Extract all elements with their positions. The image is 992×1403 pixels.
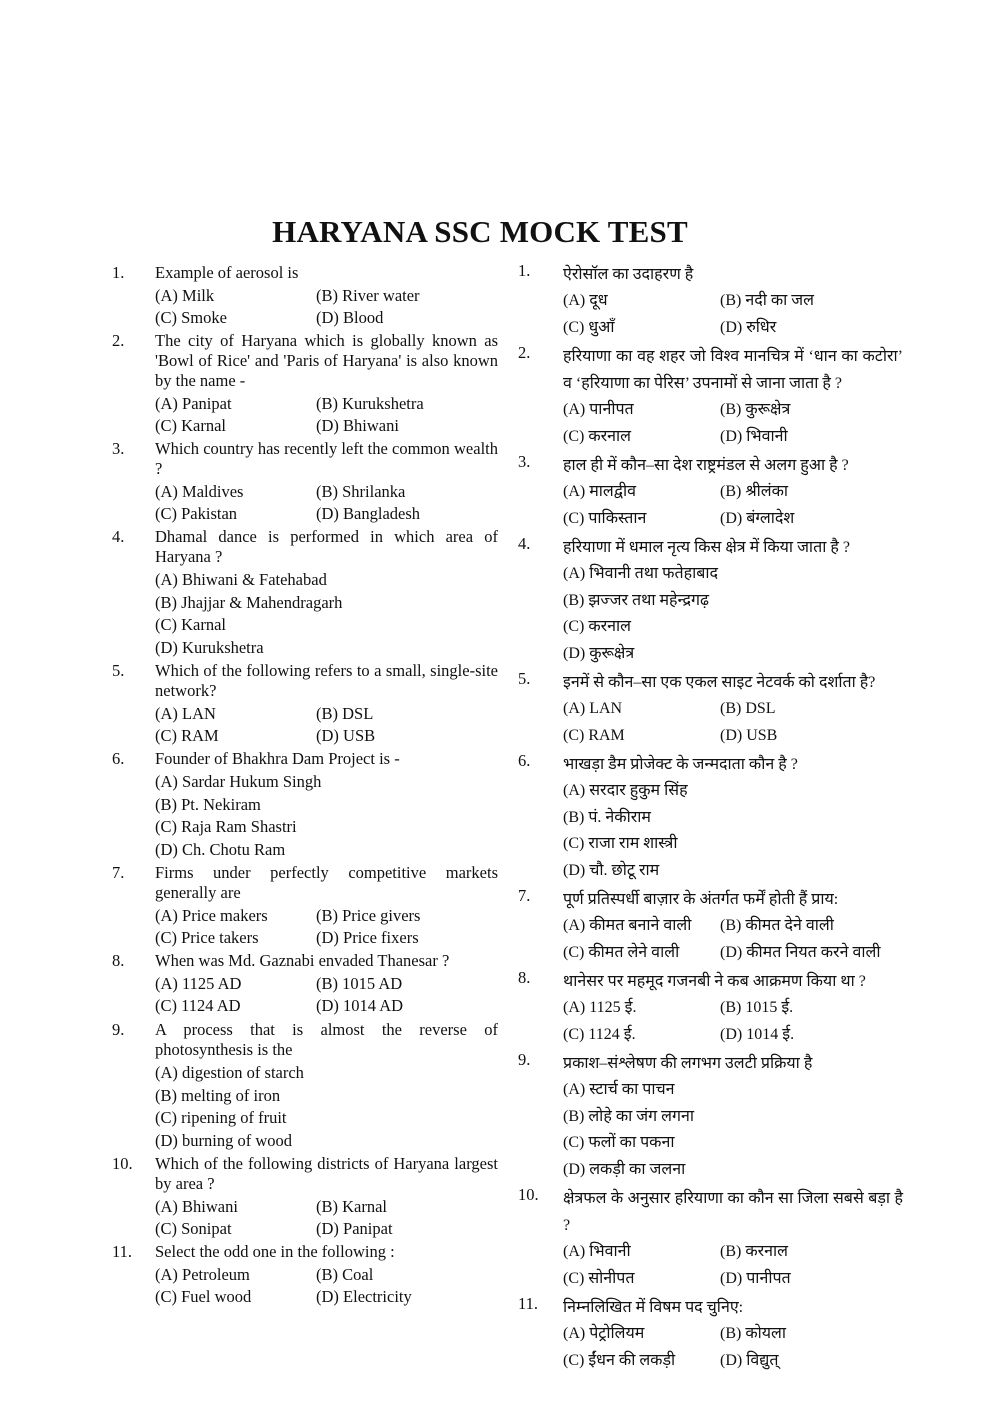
hindi-question (518, 261, 920, 341)
english-question (112, 661, 498, 747)
english-question (112, 527, 498, 659)
answer-option: (A) मालद्वीव (563, 483, 637, 500)
question-number: 7. (518, 886, 531, 905)
answer-option: (C) RAM (563, 726, 625, 744)
answer-options (155, 569, 498, 659)
question-text: हरियाणा में धमाल नृत्य किस क्षेत्र में किया जाता है ? (563, 539, 850, 556)
question-number: 1. (112, 263, 125, 282)
hindi-question (518, 669, 920, 749)
answer-option: (D) बंग्लादेश (720, 509, 795, 527)
answer-option: (B) झज्जर तथा महेन्द्रगढ़ (563, 591, 710, 609)
answer-option: (B) लोहे का जंग लगना (563, 1107, 695, 1125)
answer-option: (A) Bhiwani & Fatehabad (155, 570, 327, 589)
answer-option: (B) श्रीलंका (720, 483, 789, 500)
answer-option: (B) 1015 ई. (720, 999, 794, 1016)
answer-option: (A) Sardar Hukum Singh (155, 772, 322, 791)
answer-option: (C) ripening of fruit (155, 1108, 287, 1127)
answer-option: (B) Jhajjar & Mahendragarh (155, 592, 343, 612)
answer-option: (A) Maldives (155, 482, 244, 501)
answer-option: (B) नदी का जल (720, 292, 815, 309)
answer-option: (D) Ch. Chotu Ram (155, 839, 286, 859)
answer-options (563, 561, 903, 667)
english-question (112, 863, 498, 949)
english-question (112, 263, 498, 329)
question-text: Example of aerosol is (155, 263, 299, 282)
answer-option: (A) Price makers (155, 906, 268, 925)
question-text: हाल ही में कौन–सा देश राष्ट्रमंडल से अलग हुआ है ? (563, 457, 849, 474)
question-text: Firms under perfectly competitive markets generally are (155, 863, 498, 902)
question-text: Dhamal dance is performed in which area of Haryana ? (155, 527, 498, 566)
answer-option: (B) DSL (316, 704, 374, 723)
answer-option: (A) भिवानी (563, 1243, 631, 1260)
answer-option: (D) USB (316, 726, 376, 745)
answer-option: (D) चौ. छोटू राम (563, 861, 660, 879)
question-text: The city of Haryana which is globally known as 'Bowl of Rice' and 'Paris of Haryana' is also known by the name - (155, 331, 498, 390)
question-text: Select the odd one in the following : (155, 1242, 395, 1261)
answer-option: (C) करनाल (563, 427, 632, 445)
answer-option: (C) करनाल (563, 618, 632, 635)
answer-option: (A) भिवानी तथा फतेहाबाद (563, 565, 719, 582)
question-number: 5. (518, 669, 531, 688)
answer-option: (C) Price takers (155, 928, 259, 947)
hindi-question (518, 343, 920, 450)
english-question (112, 1154, 498, 1240)
answer-options (563, 1239, 920, 1292)
answer-options (563, 397, 920, 450)
answer-option: (D) Electricity (316, 1287, 412, 1306)
answer-option: (C) Raja Ram Shastri (155, 817, 297, 836)
question-text: Founder of Bhakhra Dam Project is - (155, 749, 400, 768)
answer-options (155, 905, 498, 949)
answer-option: (C) 1124 AD (155, 996, 241, 1015)
question-text: Which of the following refers to a small, single-site network? (155, 661, 498, 700)
answer-option: (B) melting of iron (155, 1085, 281, 1105)
answer-option: (B) कोयला (720, 1325, 787, 1342)
answer-option: (D) लकड़ी का जलना (563, 1160, 686, 1178)
answer-options (563, 995, 920, 1048)
question-text: प्रकाश–संश्लेषण की लगभग उलटी प्रक्रिया है (563, 1055, 813, 1072)
answer-option: (D) Panipat (316, 1219, 393, 1238)
answer-option: (A) सरदार हुकुम सिंह (563, 782, 688, 799)
question-text: क्षेत्रफल के अनुसार हरियाणा का कौन सा जिला सबसे बड़ा है ? (563, 1190, 903, 1234)
answer-option: (B) करनाल (720, 1243, 789, 1260)
answer-option: (B) कीमत देने वाली (720, 917, 834, 934)
answer-option: (C) पाकिस्तान (563, 509, 647, 527)
answer-option: (C) Karnal (155, 615, 227, 634)
answer-option: (C) फलों का पकना (563, 1134, 675, 1151)
answer-option: (C) Karnal (155, 416, 227, 435)
answer-option: (D) 1014 AD (316, 996, 404, 1015)
answer-option: (D) भिवानी (720, 427, 788, 445)
page-title: HARYANA SSC MOCK TEST (272, 214, 688, 249)
answer-options (155, 285, 498, 329)
hindi-question (518, 534, 903, 667)
answer-option: (B) Shrilanka (316, 482, 406, 501)
answer-option: (A) digestion of starch (155, 1063, 304, 1082)
answer-option: (B) DSL (720, 700, 776, 717)
answer-option: (B) Pt. Nekiram (155, 794, 261, 814)
question-number: 1. (518, 261, 531, 280)
english-question (112, 1020, 498, 1152)
question-number: 11. (112, 1242, 133, 1261)
answer-option: (C) राजा राम शास्त्री (563, 835, 678, 852)
answer-option: (D) 1014 ई. (720, 1025, 795, 1043)
answer-option: (A) Petroleum (155, 1265, 250, 1284)
answer-options (155, 1196, 498, 1240)
answer-option: (C) धुआँ (563, 318, 615, 336)
answer-option: (C) ईंधन की लकड़ी (563, 1351, 676, 1369)
english-question (112, 1242, 498, 1308)
question-number: 4. (518, 534, 531, 553)
answer-options (563, 1077, 903, 1183)
answer-option: (C) कीमत लेने वाली (563, 943, 680, 961)
answer-option: (B) Kurukshetra (316, 394, 424, 413)
answer-option: (A) दूध (563, 292, 608, 309)
answer-option: (C) Sonipat (155, 1219, 232, 1238)
answer-options (563, 1321, 920, 1374)
question-number: 7. (112, 863, 125, 882)
english-question (112, 951, 498, 1017)
answer-options (155, 393, 498, 437)
answer-option: (D) रुधिर (720, 318, 777, 336)
answer-option: (A) LAN (155, 704, 216, 723)
question-number: 11. (518, 1294, 539, 1313)
question-text: A process that is almost the reverse of photosynthesis is the (155, 1020, 498, 1059)
english-question (112, 439, 498, 525)
answer-option: (A) Panipat (155, 394, 232, 413)
answer-option: (A) 1125 ई. (563, 999, 637, 1016)
answer-option: (A) Bhiwani (155, 1197, 238, 1216)
answer-options (155, 1062, 498, 1152)
answer-option: (D) Bangladesh (316, 504, 421, 523)
answer-option: (C) 1124 ई. (563, 1025, 636, 1043)
answer-option: (D) कुरूक्षेत्र (563, 644, 635, 662)
question-number: 6. (518, 751, 531, 770)
answer-option: (B) River water (316, 286, 420, 305)
question-number: 4. (112, 527, 125, 546)
answer-option: (A) LAN (563, 700, 623, 717)
answer-option: (B) Karnal (316, 1197, 388, 1216)
question-text: Which country has recently left the common wealth ? (155, 439, 498, 478)
answer-option: (A) स्टार्च का पाचन (563, 1081, 675, 1098)
answer-option: (D) Kurukshetra (155, 637, 264, 657)
english-question (112, 331, 498, 437)
hindi-question (518, 968, 920, 1048)
question-number: 6. (112, 749, 125, 768)
answer-options (563, 288, 920, 341)
question-text: पूर्ण प्रतिस्पर्धी बाज़ार के अंतर्गत फर्में होती हैं प्राय: (563, 891, 839, 908)
answer-option: (A) 1125 AD (155, 974, 242, 993)
answer-option: (D) कीमत नियत करने वाली (720, 943, 881, 961)
answer-option: (C) Fuel wood (155, 1287, 252, 1306)
answer-options (155, 481, 498, 525)
answer-option: (D) USB (720, 726, 778, 744)
answer-option: (C) Smoke (155, 308, 227, 327)
answer-option: (A) पानीपत (563, 401, 634, 418)
question-text: थानेसर पर महमूद गजनबी ने कब आक्रमण किया था ? (563, 973, 866, 990)
question-text: Which of the following districts of Haryana largest by area ? (155, 1154, 498, 1193)
answer-option: (B) Price givers (316, 906, 421, 925)
answer-options (563, 778, 903, 884)
hindi-question (518, 1294, 920, 1374)
answer-options (155, 973, 498, 1017)
answer-option: (D) Bhiwani (316, 416, 399, 435)
answer-option: (B) पं. नेकीराम (563, 808, 651, 826)
question-text: When was Md. Gaznabi envaded Thanesar ? (155, 951, 450, 970)
answer-option: (B) Coal (316, 1265, 374, 1284)
hindi-question (518, 1185, 920, 1292)
answer-option: (A) Milk (155, 286, 215, 305)
question-text: ऐरोसॉल का उदाहरण है (563, 266, 694, 283)
answer-option: (C) RAM (155, 726, 219, 745)
answer-option: (A) कीमत बनाने वाली (563, 917, 692, 934)
answer-option: (C) Pakistan (155, 504, 238, 523)
question-number: 8. (112, 951, 125, 970)
question-number: 10. (112, 1154, 133, 1173)
hindi-question (518, 1050, 903, 1183)
hindi-question (518, 751, 903, 884)
question-text: हरियाणा का वह शहर जो विश्व मानचित्र में ‘धान का कटोरा’ व ‘हरियाणा का पेरिस’ उपनामों से जाना जाता है ? (563, 348, 903, 392)
answer-option: (A) पेट्रोलियम (563, 1325, 645, 1342)
answer-option: (B) 1015 AD (316, 974, 403, 993)
question-number: 3. (112, 439, 125, 458)
answer-option: (D) विद्युत् (720, 1351, 779, 1369)
question-text: इनमें से कौन–सा एक एकल साइट नेटवर्क को दर्शाता है? (563, 674, 876, 691)
answer-options (563, 696, 920, 749)
question-text: निम्नलिखित में विषम पद चुनिए: (563, 1299, 744, 1316)
question-number: 2. (518, 343, 531, 362)
hindi-question (518, 886, 920, 966)
answer-option: (B) कुरूक्षेत्र (720, 401, 791, 418)
answer-option: (C) सोनीपत (563, 1269, 635, 1287)
question-number: 3. (518, 452, 531, 471)
answer-option: (D) पानीपत (720, 1269, 791, 1287)
answer-options (155, 703, 498, 747)
hindi-question (518, 452, 920, 532)
answer-option: (D) burning of wood (155, 1130, 293, 1150)
question-number: 10. (518, 1185, 539, 1204)
question-number: 2. (112, 331, 125, 350)
question-number: 9. (112, 1020, 125, 1039)
answer-options (563, 913, 920, 966)
answer-option: (D) Blood (316, 308, 384, 327)
question-number: 5. (112, 661, 125, 680)
english-question (112, 749, 498, 861)
answer-options (155, 771, 498, 861)
answer-option: (D) Price fixers (316, 928, 419, 947)
question-number: 9. (518, 1050, 531, 1069)
answer-options (155, 1264, 498, 1308)
answer-options (563, 479, 920, 532)
question-number: 8. (518, 968, 531, 987)
question-text: भाखड़ा डैम प्रोजेक्ट के जन्मदाता कौन है ? (563, 756, 798, 773)
